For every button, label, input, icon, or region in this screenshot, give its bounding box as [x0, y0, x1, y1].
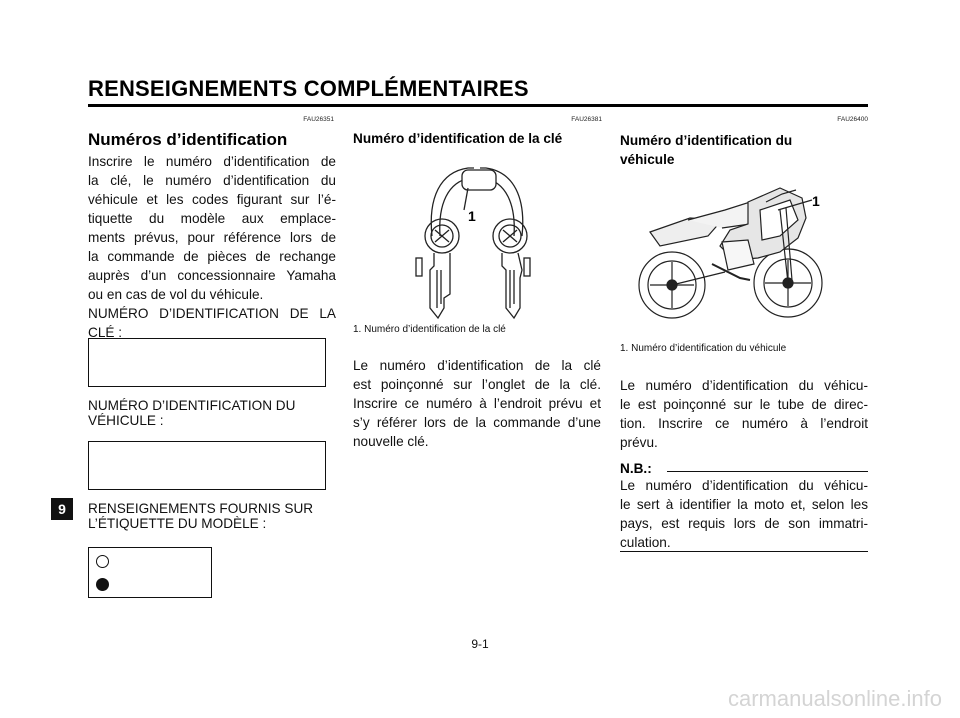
motorcycle-illustration — [630, 180, 840, 330]
text-line: Inscrire le numéro d’identification de — [88, 154, 336, 169]
text-line: tiquette du modèle aux emplace- — [88, 211, 336, 226]
text-line: véhicule et les codes figurant sur l’é- — [88, 192, 336, 207]
page-number: 9-1 — [471, 637, 489, 651]
header-rule — [88, 104, 868, 107]
vehicle-number-label — [88, 398, 295, 428]
text-line: Le numéro d’identification du véhicu- — [620, 478, 868, 493]
chapter-tab: 9 — [51, 498, 73, 520]
callout-number: 1 — [468, 208, 476, 224]
figure-caption: 1. Numéro d’identification de la clé — [353, 324, 506, 335]
text-line: pays, est requis lors de son immatri- — [620, 516, 868, 531]
text-line: RENSEIGNEMENTS FOURNIS SUR — [88, 501, 314, 516]
note-rule-top — [667, 471, 868, 472]
key-number-label — [88, 304, 336, 342]
figure-caption: 1. Numéro d’identification du véhicule — [620, 343, 787, 354]
model-label-field[interactable] — [88, 547, 212, 598]
text-line: auprès d’un concessionnaire Yamaha — [88, 268, 336, 283]
col3-paragraph — [620, 376, 868, 452]
model-label-label — [88, 501, 313, 531]
col3-heading — [620, 131, 792, 169]
keys-illustration — [410, 158, 545, 323]
text-line: NUMÉRO D’IDENTIFICATION DU — [88, 398, 296, 413]
text-line: Le numéro d’identification de la clé — [353, 358, 601, 373]
text-line: s’y référer lors de la commande d’une — [353, 415, 601, 430]
note-paragraph — [620, 476, 868, 552]
text-line: le est poinçonné sur le tube de direc- — [620, 397, 868, 412]
note-label: N.B.: — [620, 461, 652, 476]
col1-heading: Numéros d’identification — [88, 130, 288, 149]
section-code: FAU26351 — [303, 116, 334, 123]
section-code: FAU26400 — [837, 116, 868, 123]
text-line: le sert à identifier la moto et, selon les — [620, 497, 868, 512]
col2-paragraph — [353, 356, 601, 451]
text-line: Le numéro d’identification du véhicu- — [620, 378, 868, 393]
text-line: L’ÉTIQUETTE DU MODÈLE : — [88, 516, 267, 531]
section-title: RENSEIGNEMENTS COMPLÉMENTAIRES — [88, 76, 529, 101]
text-line: ments prévus, pour référence lors de — [88, 230, 336, 245]
text-line: tion. Inscrire ce numéro à l’endroit — [620, 416, 868, 431]
solid-circle-icon — [96, 578, 109, 591]
vehicle-number-field[interactable] — [88, 441, 326, 490]
text-line: nouvelle clé. — [353, 434, 429, 449]
callout-number: 1 — [812, 193, 820, 209]
text-line: ou en cas de vol du véhicule. — [88, 287, 264, 302]
text-line: la commande de pièces de rechange — [88, 249, 336, 264]
key-number-field[interactable] — [88, 338, 326, 387]
section-code: FAU26381 — [571, 116, 602, 123]
text-line: VÉHICULE : — [88, 413, 164, 428]
col2-heading: Numéro d’identification de la clé — [353, 131, 563, 146]
text-line: la clé, le numéro d’identification du — [88, 173, 336, 188]
text-line: véhicule — [620, 152, 675, 167]
text-line: CLÉ : — [88, 325, 122, 340]
text-line: Numéro d’identification du — [620, 133, 793, 148]
text-line: prévu. — [620, 435, 658, 450]
text-line: est poinçonné sur l’onglet de la clé. — [353, 377, 601, 392]
col1-paragraph — [88, 152, 336, 304]
text-line: Inscrire ce numéro à l’endroit prévu et — [353, 396, 601, 411]
text-line: NUMÉRO D’IDENTIFICATION DE LA — [88, 306, 336, 321]
text-line: culation. — [620, 535, 671, 550]
note-rule-bottom — [620, 551, 868, 552]
hollow-circle-icon — [96, 555, 109, 568]
watermark: carmanualsonline.info — [727, 686, 942, 711]
